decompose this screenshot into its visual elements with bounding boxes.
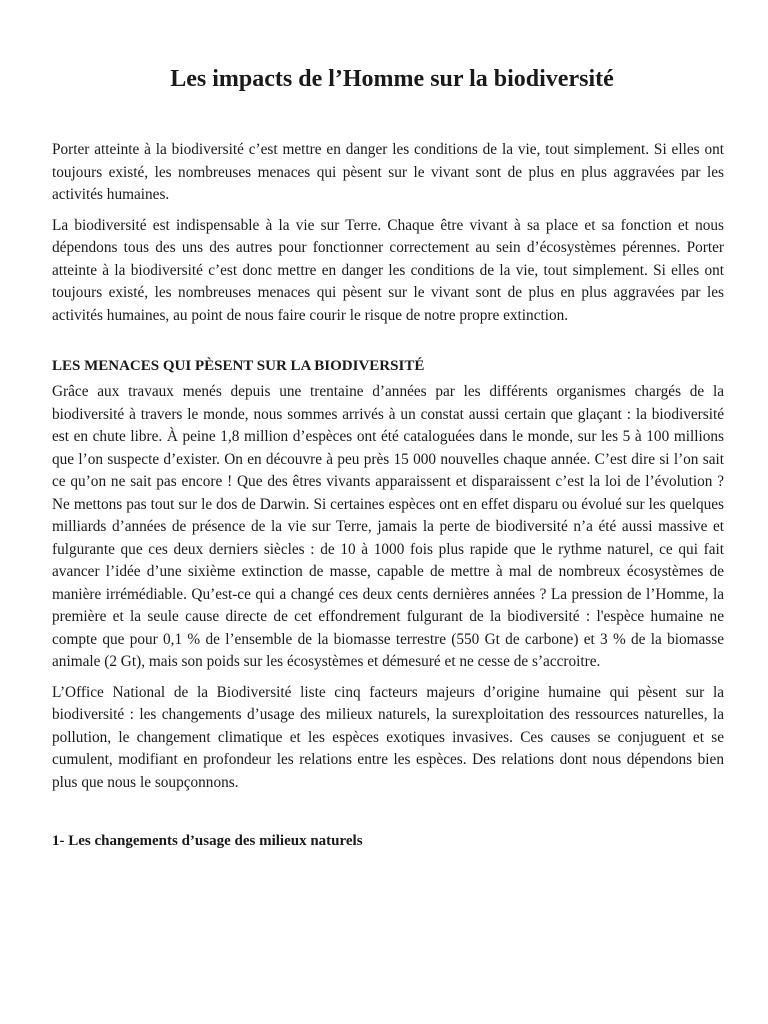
section-paragraph-1: Grâce aux travaux menés depuis une trentaine d’années par les différents organismes chargés de la biodiversité à travers le monde, nous sommes arrivés à un constat aussi certain que glaçant : la biodiversité est en chute libre. À peine 1,8 million d’espèces ont été cataloguées dans le monde, sur les 5 à 100 millions que l’on suspecte d’exister. On en découvre à peu près 15 000 nouvelles chaque année. C’est dire si l’on sait ce qu’on ne sait pas encore ! Que des êtres vivants apparaissent et disparaissent c’est la loi de l’évolution ? Ne mettons pas tout sur le dos de Darwin. Si certaines espèces ont en effet disparu ou évolué sur les quelques milliards d’années de présence de la vie sur Terre, jamais la perte de biodiversité n’a été aussi massive et fulgurante que ces deux derniers siècles : de 10 à 1000 fois plus rapide que le rythme naturel, ce qui fait avancer l’idée d’une sixième extinction de masse, capable de mettre à mal de nombreux écosystèmes de manière irrémédiable. Qu’est-ce qui a changé ces deux cents dernières années ? La pression de l’Homme, la première et la seule cause directe de cet effondrement fulgurant de la biodiversité : l'espèce humaine ne compte que pour 0,1 % de l’ensemble de la biomasse terrestre (550 Gt de carbone) et 3 % de la biomasse animale (2 Gt), mais son poids sur les écosystèmes et démesuré et ne cesse de s’accroitre.: [52, 383, 724, 670]
document-title: Les impacts de l’Homme sur la biodiversité: [170, 66, 614, 92]
section-heading: LES MENACES QUI PÈSENT SUR LA BIODIVERSITÉ: [52, 358, 425, 374]
sub-heading: 1- Les changements d’usage des milieux naturels: [52, 833, 363, 849]
intro-paragraph-2: La biodiversité est indispensable à la vie sur Terre. Chaque être vivant à sa place et sa fonction et nous dépendons tous des uns des autres pour fonctionner correctement au sein d’écosystèmes pérennes. Porter atteinte à la biodiversité c’est donc mettre en danger les conditions de la vie, tout simplement. Si elles ont toujours existé, les nombreuses menaces qui pèsent sur le vivant sont de plus en plus aggravées par les activités humaines, au point de nous faire courir le risque de notre propre extinction.: [52, 216, 724, 324]
section-paragraph-2: L’Office National de la Biodiversité liste cinq facteurs majeurs d’origine humaine qui pèsent sur la biodiversité : les changements d’usage des milieux naturels, la surexploitation des ressources naturelles, la pollution, le changement climatique et les espèces exotiques invasives. Ces causes se conjuguent et se cumulent, modifiant en profondeur les relations entre les espèces. Des relations dont nous dépendons bien plus que nous le soupçonnons.: [52, 683, 724, 791]
document-page: [52, 62, 724, 852]
intro-paragraph-1: Porter atteinte à la biodiversité c’est mettre en danger les conditions de la vie, tout simplement. Si elles ont toujours existé, les nombreuses menaces qui pèsent sur le vivant sont de plus en plus aggravées par les activités humaines.: [52, 141, 724, 203]
